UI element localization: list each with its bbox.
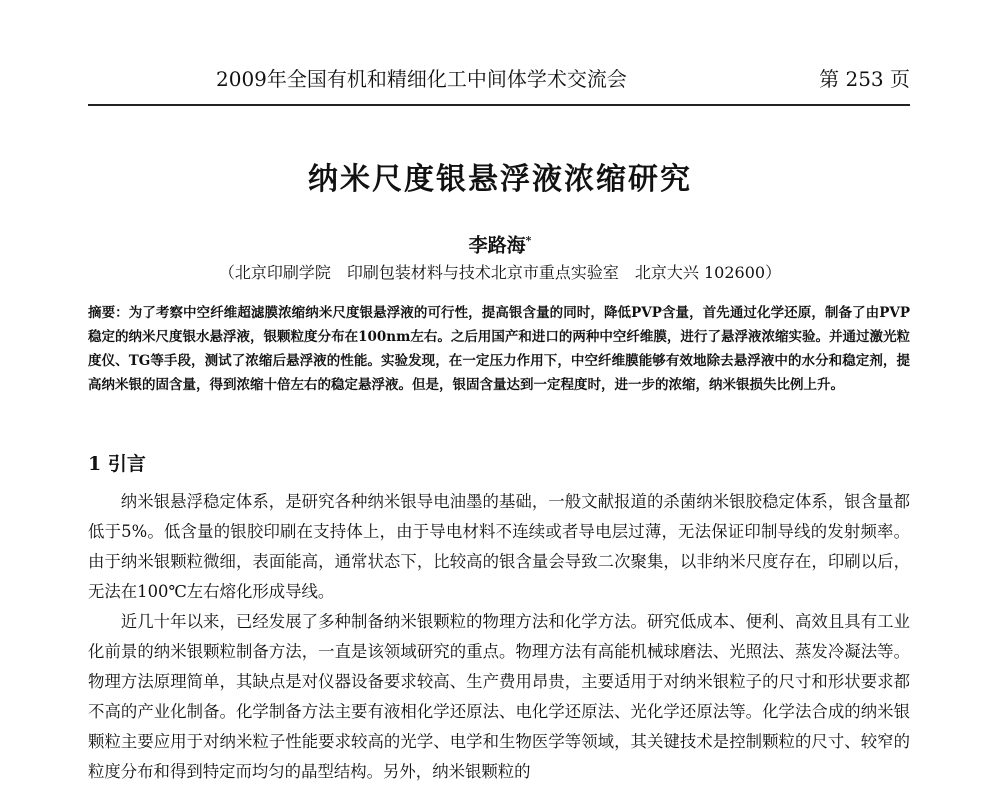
author-name: 李路海 xyxy=(468,234,526,257)
author-footnote-mark: * xyxy=(525,234,532,247)
page-number: 第 253 页 xyxy=(819,67,910,91)
author-line xyxy=(0,228,1000,258)
running-header xyxy=(88,64,910,94)
paper-title: 纳米尺度银悬浮液浓缩研究 xyxy=(308,162,692,197)
section-heading: 1 引言 xyxy=(88,453,146,475)
abstract-text: 为了考察中空纤维超滤膜浓缩纳米尺度银悬浮液的可行性，提高银含量的同时，降低PVP含量，首先通过化学还原，制备了由PVP稳定的纳米尺度银水悬浮液，银颗粒度分布在100nm左右。之后用国产和进口的两种中空纤维膜，进行了悬浮液浓缩实验。并通过激光粒度仪、TG等手段，测试了浓缩后悬浮液的性能。实验发现，在一定压力作用下，中空纤维膜能够有效地除去悬浮液中的水分和稳定剂，提高纳米银的固含量，得到浓缩十倍左右的稳定悬浮液。但是，银固含量达到一定程度时，进一步的浓缩，纳米银损失比例上升。 xyxy=(88,305,910,393)
abstract-label: 摘要： xyxy=(88,305,129,321)
header-rule xyxy=(88,104,910,106)
paragraph: 纳米银悬浮稳定体系，是研究各种纳米银导电油墨的基础，一般文献报道的杀菌纳米银胶稳定体系，银含量都低于5%。低含量的银胶印刷在支持体上，由于导电材料不连续或者导电层过薄，无法保证印制导线的发射频率。由于纳米银颗粒微细，表面能高，通常状态下，比较高的银含量会导致二次聚集，以非纳米尺度存在，印刷以后，无法在100℃左右熔化形成导线。 xyxy=(88,492,910,601)
affiliation: （北京印刷学院 印刷包装材料与技术北京市重点实验室 北京大兴 102600） xyxy=(218,263,782,282)
paragraph: 近几十年以来，已经发展了多种制备纳米银颗粒的物理方法和化学方法。研究低成本、便利、高效且具有工业化前景的纳米银颗粒制备方法，一直是该领域研究的重点。物理方法有高能机械球磨法、光照法、蒸发冷凝法等。物理方法原理简单，其缺点是对仪器设备要求较高、生产费用昂贵，主要适用于对纳米银粒子的尺寸和形状要求都不高的产业化制备。化学制备方法主要有液相化学还原法、电化学还原法、光化学还原法等。化学法合成的纳米银颗粒主要应用于对纳米粒子性能要求较高的光学、电学和生物医学等领域，其关键技术是控制颗粒的尺寸、较窄的粒度分布和得到特定而均匀的晶型结构。另外，纳米银颗粒的 xyxy=(88,612,910,781)
conference-name: 2009年全国有机和精细化工中间体学术交流会 xyxy=(216,67,627,91)
body-text xyxy=(88,487,910,787)
abstract xyxy=(88,301,910,397)
